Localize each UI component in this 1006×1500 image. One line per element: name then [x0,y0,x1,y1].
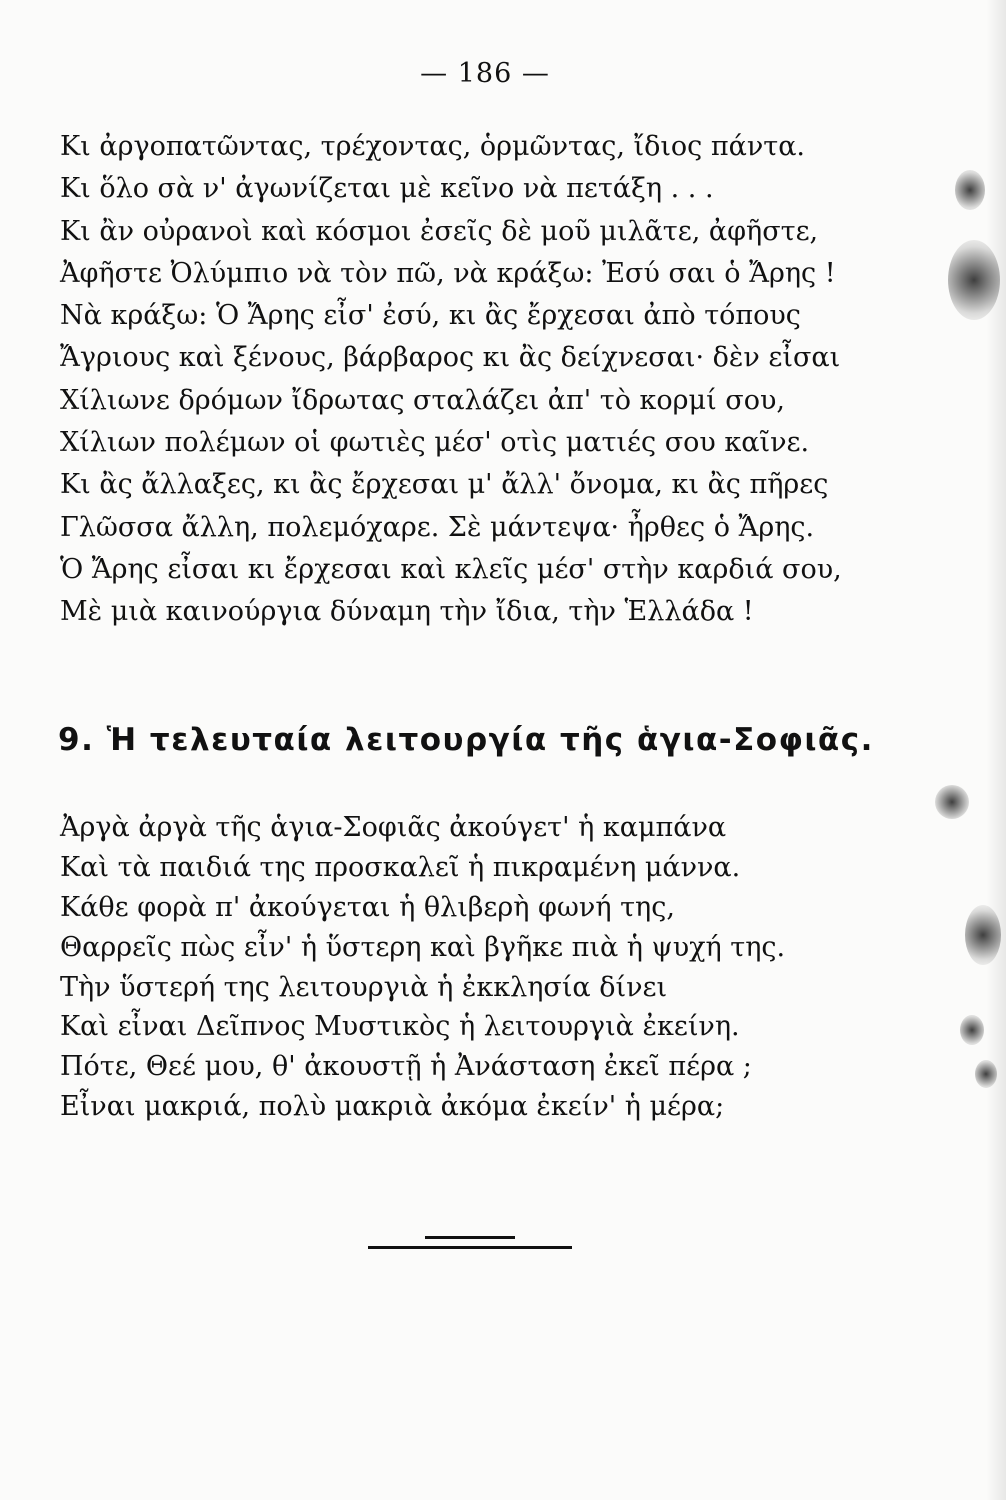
verse-line: Ἄγριους καὶ ξένους, βάρβαρος κι ἂς δείχνεσαι· δὲν εἶσαι [60,342,841,374]
ink-blot [960,1015,984,1045]
verse-line: Κι ἂς ἄλλαξες, κι ἂς ἔρχεσαι μ' ἄλλ' ὄνομα, κι ἂς πῆρες [60,469,829,501]
verse-line: Ὁ Ἄρης εἶσαι κι ἔρχεσαι καὶ κλεῖς μέσ' στὴν καρδιά σου, [60,553,842,585]
verse-line: Νὰ κράξω: Ὁ Ἄρης εἶσ' ἐσύ, κι ἂς ἔρχεσαι ἀπὸ τόπους [60,300,801,332]
verse-line: Τὴν ὕστερή της λειτουργιὰ ἡ ἐκκλησία δίνει [60,971,668,1003]
verse-line: Πότε, Θεέ μου, θ' ἀκουστῇ ἡ Ἀνάσταση ἐκεῖ πέρα ; [60,1051,752,1083]
verse-line: Καὶ εἶναι Δεῖπνος Μυστικὸς ἡ λειτουργιὰ ἐκείνη. [60,1011,740,1043]
verse-line: Καὶ τὰ παιδιά της προσκαλεῖ ἡ πικραμένη μάννα. [60,851,741,883]
verse-line: Κι ὅλο σὰ ν' ἀγωνίζεται μὲ κεῖνο νὰ πετάξη . . . [60,173,714,205]
verse-line: Ἀργὰ ἀργὰ τῆς ἁγια-Σοφιᾶς ἀκούγετ' ἡ καμπάνα [60,812,727,843]
verse-line: Χίλιων πολέμων οἱ φωτιὲς μέσ' οτὶς ματιές σου καῖνε. [60,427,810,459]
ink-blot [965,905,1001,965]
section-heading: 9. Ἡ τελευταία λειτουργία τῆς ἁγια-Σοφιᾶς. [58,722,874,758]
verse-line: Κι ἂν οὐρανοὶ καὶ κόσμοι ἐσεῖς δὲ μοῦ μιλᾶτε, ἀφῆστε, [60,215,819,247]
verse-line: Κάθε φορὰ π' ἀκούγεται ἡ θλιβερὴ φωνή της, [60,891,675,923]
page-number: — 186 — [420,58,550,89]
poem-section-9 [60,808,920,1127]
verse-line: Εἶναι μακριά, πολὺ μακριὰ ἀκόμα ἐκείν' ἡ μέρα; [60,1091,725,1123]
ink-blot [948,240,1000,320]
verse-line: Χίλιωνε δρόμων ἴδρωτας σταλάζει ἀπ' τὸ κορμί σου, [60,384,785,416]
verse-line: Γλῶσσα ἄλλη, πολεμόχαρε. Σὲ μάντεψα· ἦρθες ὁ Ἄρης. [60,511,815,543]
ornament-rule-long [368,1246,572,1249]
ink-blot [955,170,985,210]
poem-continuation [60,126,920,634]
end-ornament [368,1236,572,1249]
ink-blot [975,1060,997,1088]
verse-line: Θαρρεῖς πὼς εἶν' ἡ ὕστερη καὶ βγῆκε πιὰ ἡ ψυχή της. [60,931,786,963]
ink-blot [935,785,969,819]
page-edge-shadow [986,0,1006,1500]
verse-line: Κι ἀργοπατῶντας, τρέχοντας, ὁρμῶντας, ἴδιος πάντα. [60,131,806,162]
verse-line: Μὲ μιὰ καινούργια δύναμη τὴν ἴδια, τὴν Ἑλλάδα ! [60,596,754,628]
verse-line: Ἀφῆστε Ὀλύμπιο νὰ τὸν πῶ, νὰ κράξω: Ἐσύ σαι ὁ Ἄρης ! [60,257,836,289]
ornament-rule-short [425,1236,515,1239]
